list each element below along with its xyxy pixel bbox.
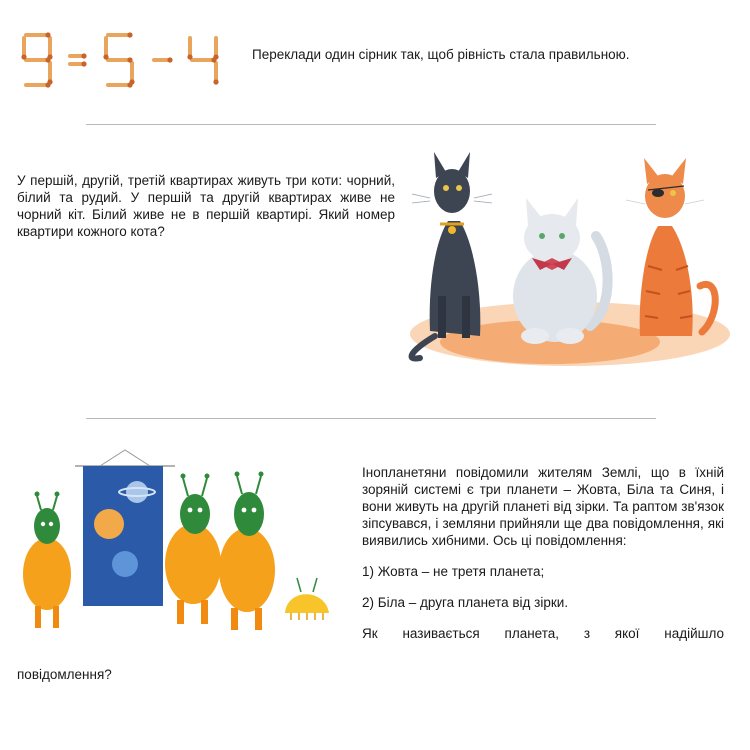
section-divider bbox=[86, 418, 656, 419]
alien-left-icon bbox=[23, 492, 71, 629]
aliens-task-text bbox=[362, 464, 724, 642]
white-cat-icon bbox=[513, 198, 608, 344]
alien-right-icon bbox=[219, 472, 275, 631]
aliens-question-end: повідомлення? bbox=[17, 667, 112, 682]
matchstick-equation bbox=[18, 30, 233, 90]
aliens-statement-1: 1) Жовта – не третя планета; bbox=[362, 564, 545, 579]
aliens-task-intro: Інопланетяни повідомили жителям Землі, що в їхній зоряній системі є три планети – Жовта, Біла та Синя, і вони живуть на другій планеті від зірки. Та раптом зв'язок зіпсувався, і земляни прийняли ще два повідомлення, які виявились хибними. Ось ці повідомлення: bbox=[362, 465, 724, 548]
aliens-question-start: Як називається планета, з якої надійшло bbox=[362, 626, 724, 641]
section-divider bbox=[86, 124, 656, 125]
aliens-with-planet-poster-illustration bbox=[15, 448, 345, 648]
alien-middle-icon bbox=[165, 474, 221, 625]
matchstick-task-instruction: Переклади один сірник так, щоб рівність стала правильною. bbox=[252, 47, 630, 62]
cats-task-text: У першій, другій, третій квартирах живуть три коти: чорний, білий та рудий. У першій та другій квартирах живе не чорний кіт. Білий живе не в першій квартирі. Який номер квартири кожного кота? bbox=[17, 173, 395, 239]
planet-poster-icon bbox=[75, 450, 175, 606]
three-cats-illustration bbox=[400, 146, 735, 396]
small-alien-icon bbox=[285, 578, 329, 620]
aliens-statement-2: 2) Біла – друга планета від зірки. bbox=[362, 595, 569, 610]
